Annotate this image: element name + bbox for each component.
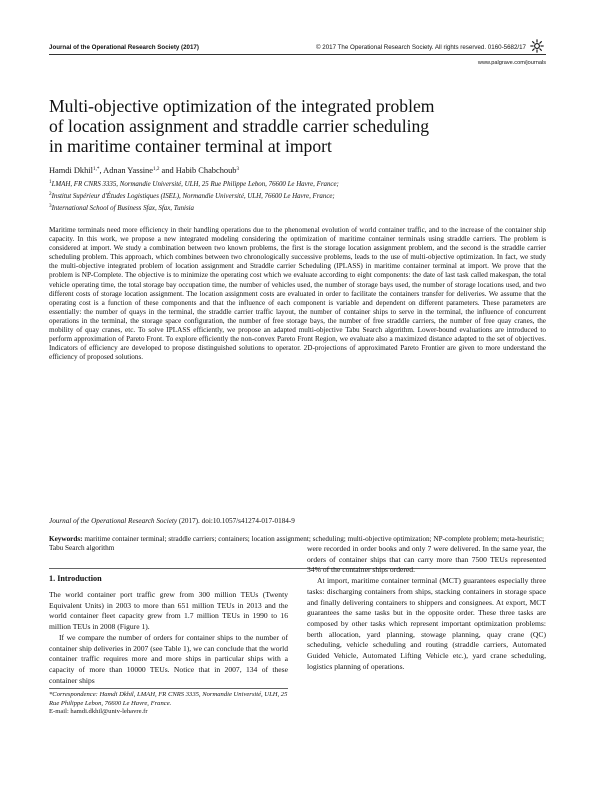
right-column (307, 544, 546, 672)
author-1: Hamdi Dkhil (49, 166, 93, 175)
right-paragraph-1: were recorded in order books and only 7 were delivered. In the same year, the orders of container ships that can carry more than 7500 TEUs represented 34% of the container ships ordered. (307, 544, 546, 575)
affiliation-3 (49, 205, 546, 212)
affiliation-1-num: 1 (49, 179, 52, 185)
citation-journal: Journal of the Operational Research Society (49, 517, 178, 525)
section-heading: 1. Introduction (49, 574, 102, 583)
affiliation-2-num: 2 (49, 191, 52, 197)
footnote-email[interactable]: E-mail: hamdi.dkhil@univ-lehavre.fr (49, 708, 148, 716)
author-3-sup: 3 (236, 166, 240, 172)
author-2: , Adnan Yassine (99, 166, 153, 175)
left-paragraph-2: If we compare the number of orders for container ships to the number of container ship deliveries in 2007 (see Table 1), we can conclude that the world container traffic requires more and more ships in particular ships with a capacity of more than 10000 TEUs. Notice that in 2007, 134 of these container ships (49, 632, 288, 685)
footnote (49, 691, 288, 717)
journal-name: Journal of the Operational Research Society (2017) (49, 44, 199, 51)
journal-url[interactable]: www.palgrave.com/journals (477, 60, 546, 66)
author-1-sup: 1,* (92, 166, 100, 172)
author-3: and Habib Chabchoub (159, 166, 237, 175)
affiliation-2-text: Institut Supérieur d'Études Logistiques (ISEL), Normandie Université, ULH, 76600 Le Havre, France; (51, 193, 335, 200)
citation (49, 517, 546, 525)
affiliation-2 (49, 193, 546, 200)
title-line-3: in maritime container terminal at import (49, 136, 332, 156)
author-2-sup: 1,2 (152, 166, 160, 172)
right-paragraph-2: At import, maritime container terminal (MCT) guarantees especially three tasks: discharging containers from ships, stacking containers in storage space and finally delivering containers to shippers and consignees. At export, MCT guarantees the same tasks but in the opposite order. These three tasks are composed by other tasks which represent important optimization problems: berth allocation, yard planning, stowage planning, quay crane (QC) scheduling, vehicle scheduling and routing (straddle carriers, Automated Guided Vehicle, Automated Lifting Vehicle etc.), yard crane scheduling, logistics planning of operations. (307, 576, 546, 671)
citation-doi[interactable]: (2017). doi:10.1057/s41274-017-0184-9 (177, 517, 295, 525)
left-column (49, 590, 288, 686)
keywords-label: Keywords: (49, 535, 83, 543)
header-rule (49, 54, 546, 55)
title-line-1: Multi-objective optimization of the integrated problem (49, 96, 435, 116)
affiliation-3-num: 3 (49, 203, 52, 209)
affiliation-3-text: International School of Business Sfax, Sfax, Tunisia (51, 205, 194, 212)
footnote-correspondence: *Correspondence: Hamdi Dkhil, LMAH, FR CNRS 3335, Normandie Université, ULH, 25 Rue Philippe Lebon, 76600 Le Havre, France. (49, 691, 288, 707)
left-paragraph-1: The world container port traffic grew from 300 million TEUs (Twenty Equivalent Units) in 2003 to more than 651 million TEUs in 2013 and the world container fleet capacity grew from 1.7 million TEUs in 1990 to 16 million TEUs in 2008 (Figure 1). (49, 590, 288, 632)
keywords-text: maritime container terminal; straddle carriers; containers; location assignment; scheduling; multi-objective optimization; NP-complete problem; meta-heuristic; Tabu Search algorithm (49, 535, 545, 553)
paper-title (49, 96, 546, 156)
copyright-notice: © 2017 The Operational Research Society. All rights reserved. 0160-5682/17 (315, 44, 526, 51)
footnote-rule (49, 688, 288, 689)
abstract: Maritime terminals need more efficiency in their handling operations due to the phenomenal evolution of world container traffic, and to the increase of the container ship capacity. In this work, we propose a new integrated modeling considering the optimization of maritime container terminals using straddle carriers. The problem is considered at import. We study a combination between two known problems, the first is the storage location assignment problem, and the second is the straddle carrier scheduling problem. This approach, which combines between two chronologically successive problems, leads to the use of multi-objective optimization. In fact, we study the multi-objective integrated problem of location assignment and Straddle carrier Scheduling (IPLASS) in maritime container terminal at import. We prove that the problem is NP-Complete. The objective is to minimize the operating cost which we evaluate according to eight components: the date of last task called makespan, the total vehicle operating time, the total storage bay occupation time, the number of vehicles used, the number of storage bays used, the number of storage locations used, and two different costs of storage location assignment. The location assignment costs are evaluated in order to facilitate the containers transfer for deliveries. We assume that the operating cost is a function of these components and that the influence of each component is variable and dependent on different parameters. These parameters are essentially: the number of quays in the terminal, the straddle carrier traffic layout, the number of container ships to serve in the terminal, the influence of concurrent operations in the terminal, the storage space configuration, the number of free storage bays, the number of free straddle carriers, the number of free quay cranes, the mobility of quay cranes, etc. To solve IPLASS efficiently, we propose an adapted multi-objective Tabu Search algorithm. Lower-bound evaluations are introduced to perform approximation of Pareto Front. To explore efficiently the non-convex Pareto Front Region, we evaluate also a maximized distance adapted to the set of objectives. Indicators of efficiency are developed to propose distinguished solutions to operator. 2D-projections of approximated Pareto Frontier are given to more understand the efficiency of proposed solutions. (49, 226, 546, 362)
affiliation-1 (49, 181, 546, 188)
affiliation-1-text: LMAH, FR CNRS 3335, Normandie Université, ULH, 25 Rue Philippe Lebon, 76600 Le Havre, France; (51, 181, 339, 188)
title-line-2: of location assignment and straddle carrier scheduling (49, 116, 430, 136)
author-list (49, 166, 239, 175)
publisher-logo-icon (530, 39, 544, 53)
